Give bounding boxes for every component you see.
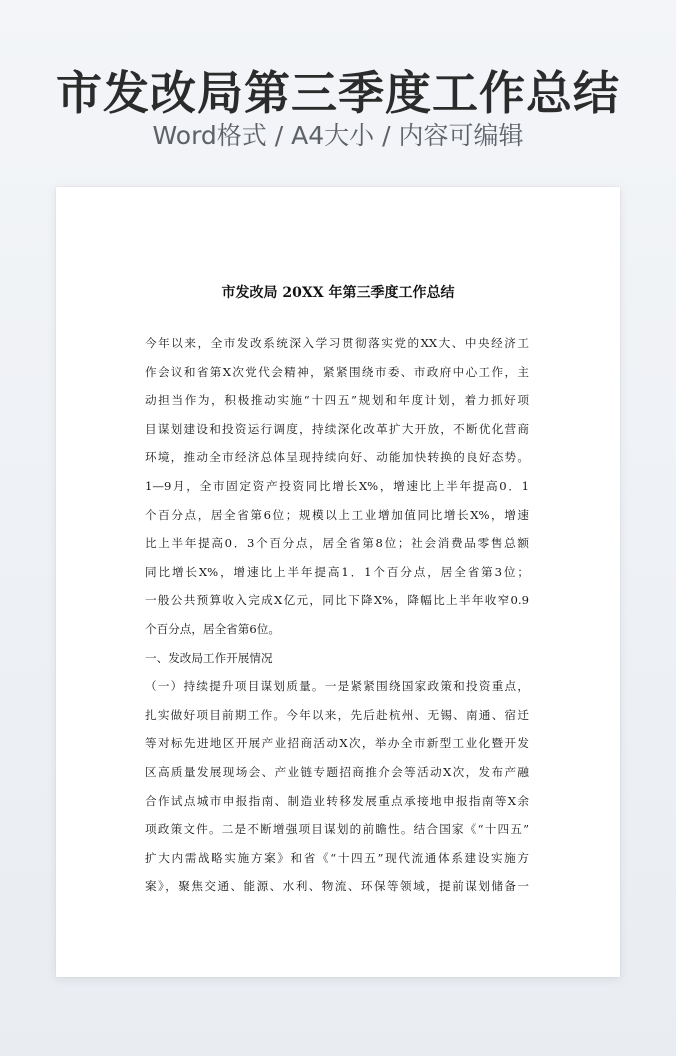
body-line: 区高质量发展现场会、产业链专题招商推介会等活动X次，发布产融 bbox=[145, 764, 529, 779]
body-line: 一般公共预算收入完成X亿元，同比下降X%，降幅比上半年收窄0.9 bbox=[145, 593, 529, 608]
body-line: 今年以来，全市发改系统深入学习贯彻落实党的XX大、中央经济工 bbox=[145, 336, 529, 350]
document-page bbox=[56, 187, 620, 977]
body-line: 比上半年提高0．3个百分点，居全省第8位；社会消费品零售总额 bbox=[145, 536, 529, 551]
body-line: 扎实做好项目前期工作。今年以来，先后赴杭州、无锡、南通、宿迁 bbox=[145, 707, 529, 722]
body-line: 扩大内需战略实施方案》和省《“十四五”现代流通体系建设实施方 bbox=[145, 850, 529, 865]
document-body bbox=[145, 329, 529, 901]
body-line: 合作试点城市申报指南、制造业转移发展重点承接地申报指南等X余 bbox=[145, 793, 529, 808]
body-line: 个百分点，居全省第6位。 bbox=[145, 621, 280, 636]
page-subtitle: Word格式 / A4大小 / 内容可编辑 bbox=[152, 121, 524, 150]
body-line: 等对标先进地区开展产业招商活动X次，举办全市新型工业化暨开发 bbox=[145, 736, 529, 751]
body-line: 环境，推动全市经济总体呈现持续向好、动能加快转换的良好态势。 bbox=[145, 450, 529, 465]
body-line: 动担当作为，积极推动实施“十四五”规划和年度计划，着力抓好项 bbox=[145, 393, 529, 408]
body-line: 项政策文件。二是不断增强项目谋划的前瞻性。结合国家《“十四五” bbox=[145, 822, 529, 837]
document-title: 市发改局 20XX 年第三季度工作总结 bbox=[221, 285, 455, 301]
section-heading: 一、发改局工作开展情况 bbox=[145, 650, 273, 665]
body-line: 作会议和省第X次党代会精神，紧紧围绕市委、市政府中心工作，主 bbox=[145, 364, 529, 379]
body-line: （一）持续提升项目谋划质量。一是紧紧围绕国家政策和投资重点， bbox=[145, 679, 529, 694]
body-line: 同比增长X%，增速比上半年提高1．1个百分点，居全省第3位； bbox=[145, 564, 529, 579]
page-title: 市发改局第三季度工作总结 bbox=[56, 66, 620, 120]
body-line: 个百分点，居全省第6位；规模以上工业增加值同比增长X%，增速 bbox=[145, 507, 529, 522]
body-line: 案》，聚焦交通、能源、水利、物流、环保等领域，提前谋划储备一 bbox=[145, 879, 529, 894]
body-line: 1—9月，全市固定资产投资同比增长X%，增速比上半年提高0．1 bbox=[145, 478, 529, 493]
body-line: 目谋划建设和投资运行调度，持续深化改革扩大开放，不断优化营商 bbox=[145, 421, 529, 436]
